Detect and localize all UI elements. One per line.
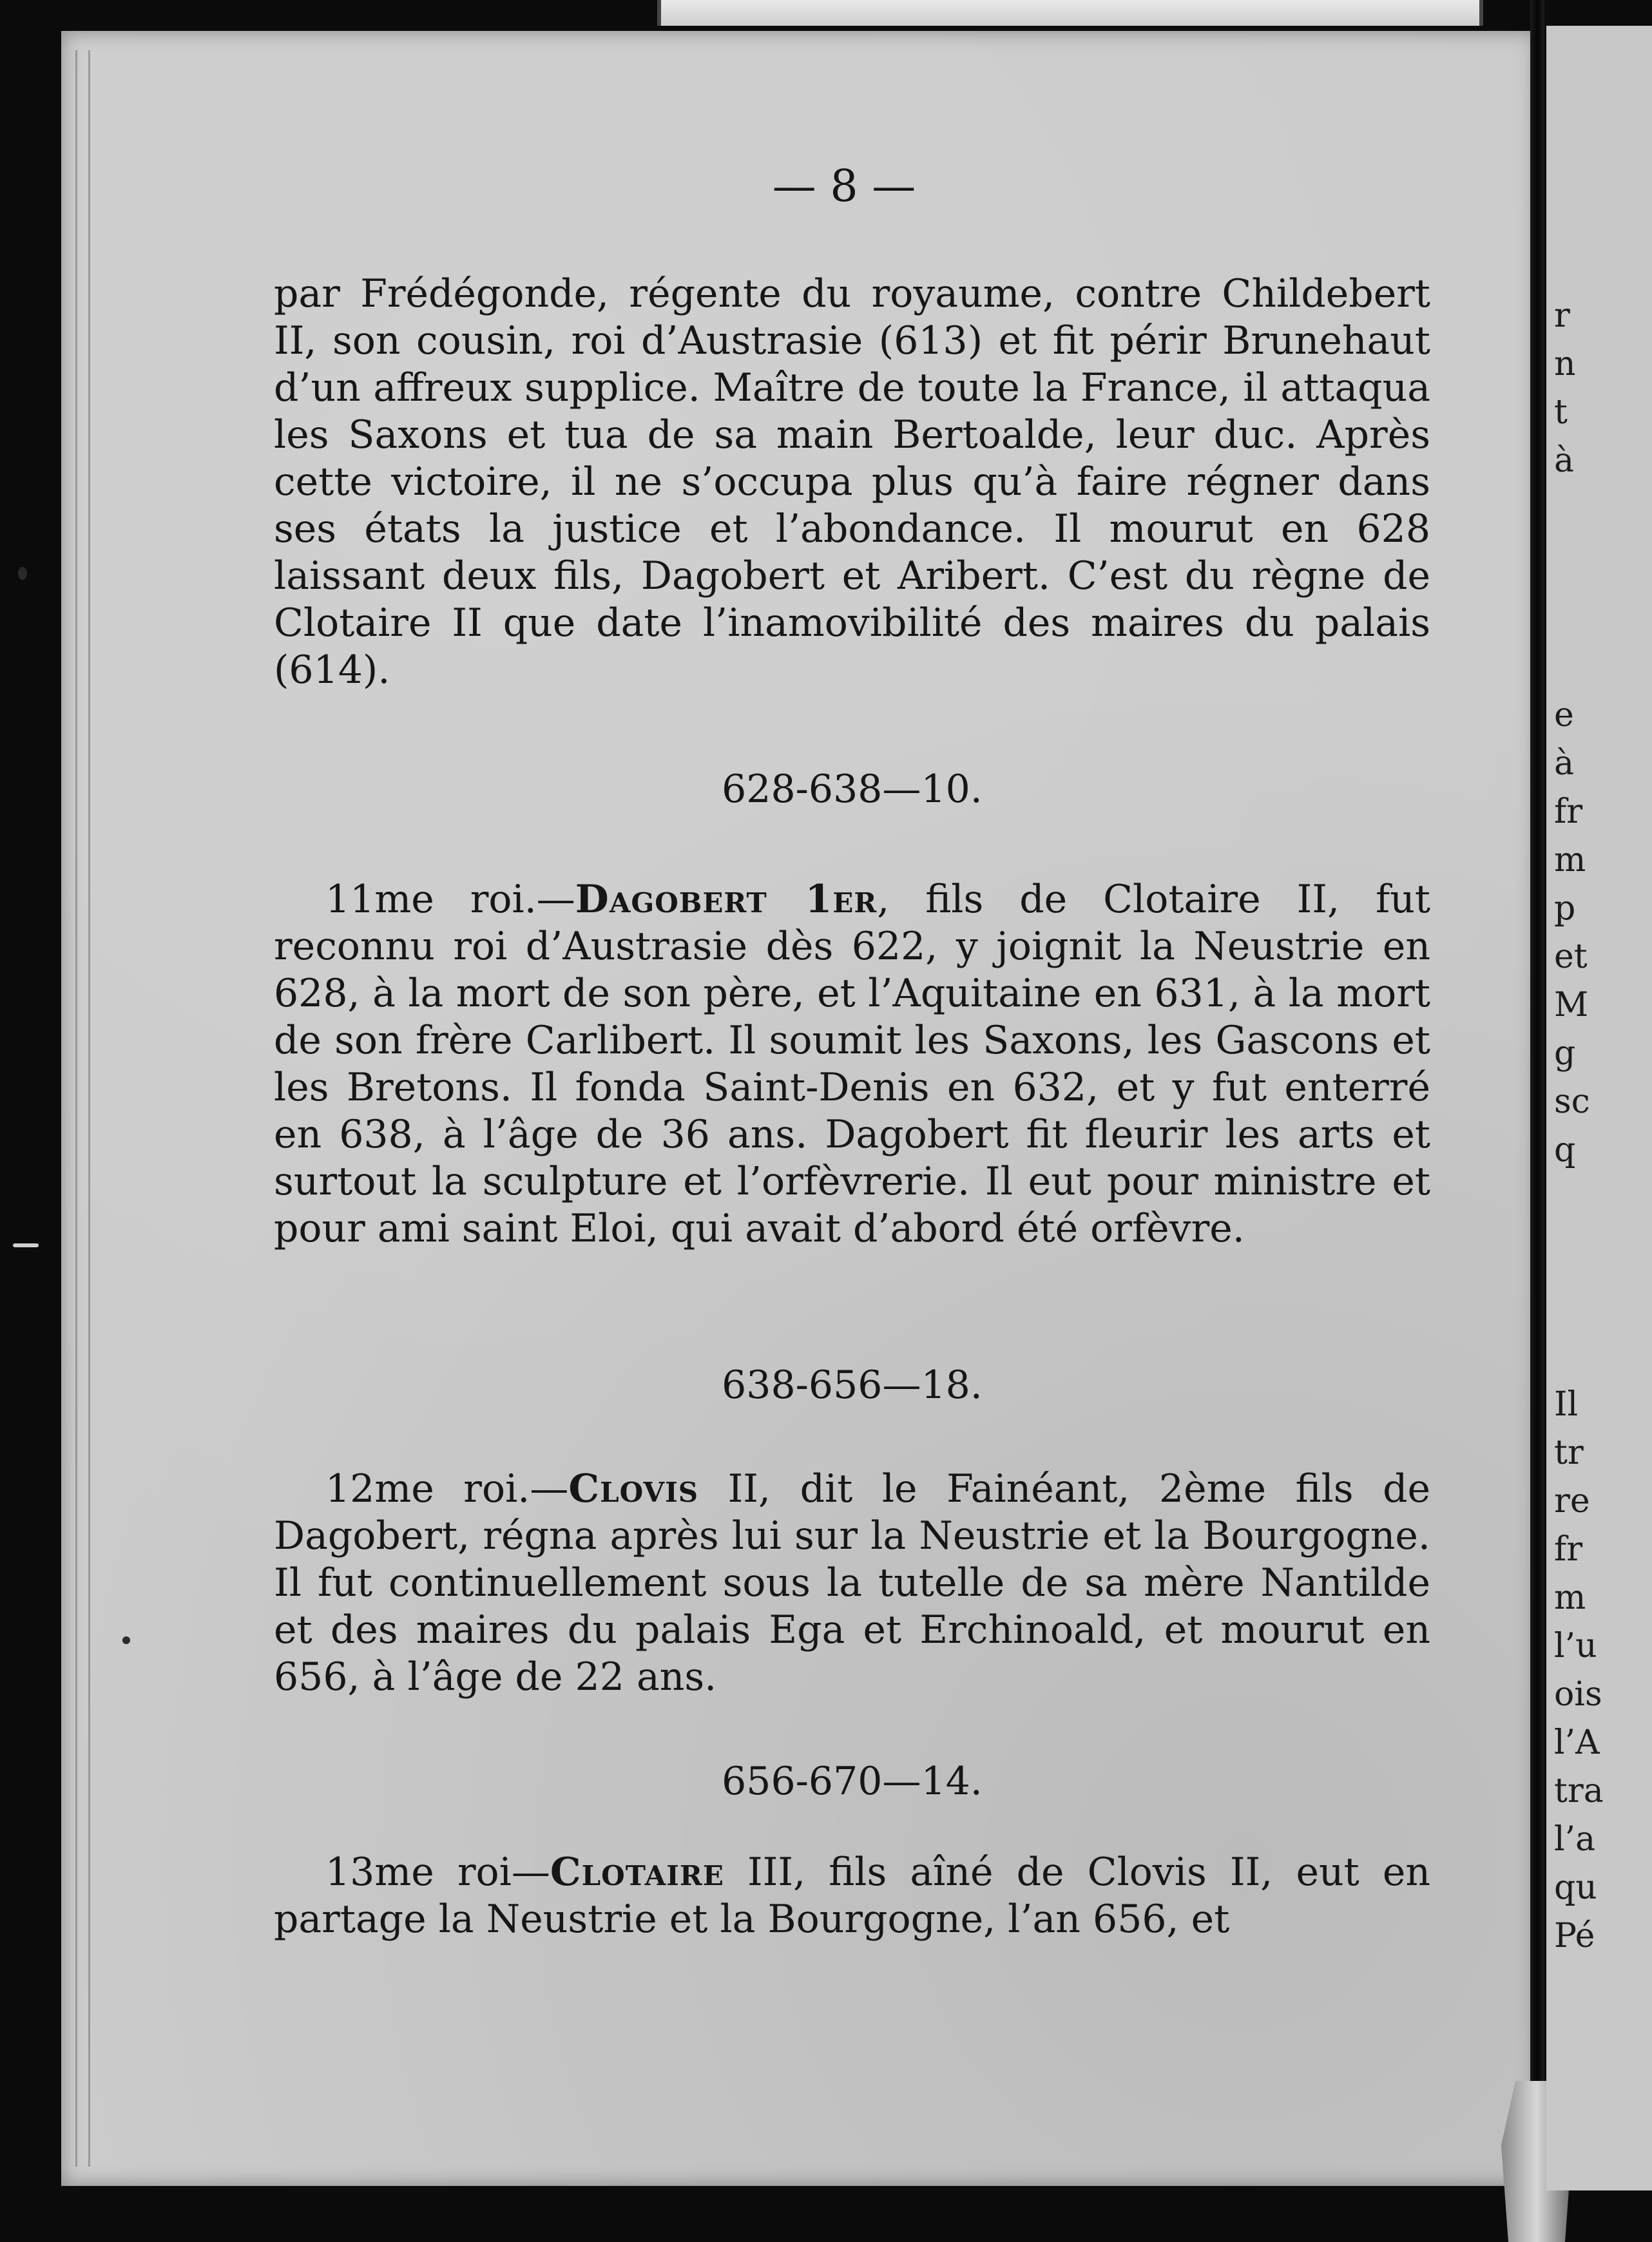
facing-page-fragment: Il (1554, 1385, 1579, 1424)
dust-speck (18, 567, 27, 580)
facing-page-fragment: g (1554, 1034, 1576, 1073)
facing-page-fragment: fr (1554, 792, 1583, 831)
reign-header: 628-638—10. (722, 767, 983, 812)
reign-header: 656-670—14. (722, 1759, 983, 1804)
facing-page-fragment: t (1554, 393, 1568, 432)
facing-page-fragment: à (1554, 744, 1575, 783)
reign-entry (274, 1466, 1430, 1701)
continuation-paragraph (274, 271, 1430, 694)
reign-text: , fils de Clotaire II, fut reconnu roi d’Austrasie dès 622, y joignit la Neustrie en 628, à la mort de son père, et l’Aquitaine en 631, à la mort de son frère Carlibert. Il soumit les Saxons, les Gascons et les Bretons. Il fonda Saint-Denis en 632, et y fut enterré en 638, à l’âge de 36 ans. Dagobert fit fleurir les arts et surtout la sculpture et l’orfèvrerie. Il eut pour ministre et pour ami saint Eloi, qui avait d’abord été orfèvre. (274, 877, 1430, 1251)
facing-page-fragment: M (1554, 986, 1589, 1024)
facing-page-fragment: tra (1554, 1772, 1604, 1810)
reign-paragraph (274, 1466, 1430, 1701)
dust-speck (122, 1636, 130, 1644)
facing-page-fragment: l’A (1554, 1723, 1600, 1762)
facing-page-fragment: qu (1554, 1868, 1597, 1907)
page-edge-line (88, 50, 90, 2167)
reign-text: II, dit le Fainéant, 2ème fils de Dagobert, régna après lui sur la Neustrie et la Bourgogne. Il fut continuellement sous la tutelle de sa mère Nantilde et des maires du palais Ega et Erchinoald, et mourut en 656, à l’âge de 22 ans. (274, 1466, 1430, 1700)
facing-page-fragment: Pé (1554, 1917, 1595, 1955)
reign-ordinal: 13me roi— (325, 1850, 550, 1895)
facing-page-fragment: à (1554, 441, 1575, 480)
facing-page-fragment: tr (1554, 1433, 1584, 1472)
facing-page-fragment: p (1554, 889, 1576, 928)
king-name: Clovis (568, 1466, 699, 1511)
facing-page (1546, 26, 1652, 2190)
reign-entry (274, 876, 1430, 1252)
book-gutter (1530, 0, 1544, 2242)
facing-page-fragment: r (1554, 296, 1570, 335)
facing-page-fragment: et (1554, 937, 1588, 976)
facing-page-fragment: sc (1554, 1082, 1590, 1121)
reign-paragraph (274, 876, 1430, 1252)
king-name: Clotaire (550, 1850, 724, 1895)
facing-page-fragment: fr (1554, 1530, 1583, 1569)
page-edge-line (75, 50, 77, 2167)
reign-entry (274, 1849, 1430, 1943)
reign-header: 638-656—18. (722, 1363, 983, 1408)
margin-scratch (13, 1243, 39, 1247)
binding-top-tab (657, 0, 1483, 26)
facing-page-fragment: re (1554, 1482, 1590, 1520)
reign-text: III, fils aîné de Clovis II, eut en partage la Neustrie et la Bourgogne, l’an 656, et (274, 1850, 1430, 1942)
reign-paragraph (274, 1849, 1430, 1943)
facing-page-fragment: l’u (1554, 1627, 1597, 1665)
facing-page-fragment: n (1554, 345, 1576, 383)
facing-page-fragment: m (1554, 841, 1586, 879)
facing-page-fragment: ois (1554, 1675, 1602, 1714)
king-name: Dagobert 1er (575, 877, 878, 922)
reign-ordinal: 12me roi.— (325, 1466, 569, 1511)
paragraph-text: par Frédégonde, régente du royaume, contre Childebert II, son cousin, roi d’Austrasie (613) et fit périr Brunehaut d’un affreux supplice. Maître de toute la France, il attaqua les Saxons et tua de sa main Bertoalde, leur duc. Après cette victoire, il ne s’occupa plus qu’à faire régner dans ses états la justice et l’abondance. Il mourut en 628 laissant deux fils, Dagobert et Aribert. C’est du règne de Clotaire II que date l’inamovibilité des maires du palais (614). (274, 271, 1430, 693)
reign-ordinal: 11me roi.— (325, 877, 575, 922)
facing-page-fragment: q (1554, 1131, 1576, 1169)
facing-page-fragment: l’a (1554, 1820, 1596, 1859)
facing-page-fragment: e (1554, 696, 1574, 734)
page-number: — 8 — (772, 161, 916, 212)
facing-page-fragment: m (1554, 1578, 1586, 1617)
